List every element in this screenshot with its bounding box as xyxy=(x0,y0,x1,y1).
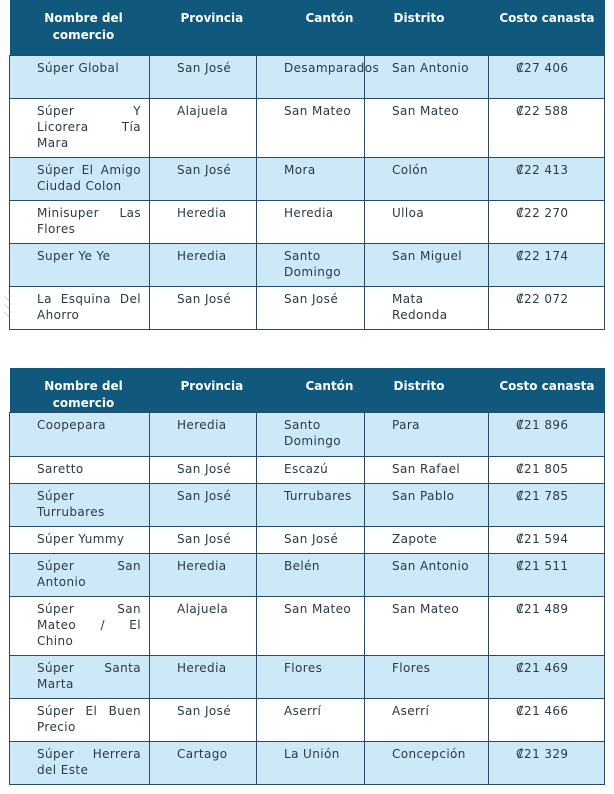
cell-name: Súper San Antonio xyxy=(10,554,150,597)
cell-district: Concepción xyxy=(365,742,489,785)
cell-cost: ₡21 469 xyxy=(489,656,605,699)
cell-district: San Antonio xyxy=(365,55,489,98)
cell-province: San José xyxy=(150,157,257,200)
table-header-row xyxy=(10,0,605,55)
cell-district: San Miguel xyxy=(365,243,489,286)
table-row xyxy=(10,243,605,286)
cell-name: Súper Herrera del Este xyxy=(10,742,150,785)
table-row xyxy=(10,98,605,157)
cell-province: San José xyxy=(150,484,257,527)
cell-canton: Mora xyxy=(257,157,365,200)
cell-cost: ₡21 489 xyxy=(489,597,605,656)
table-row xyxy=(10,157,605,200)
table-row xyxy=(10,554,605,597)
cell-province: Heredia xyxy=(150,200,257,243)
cell-canton: Santo Domingo xyxy=(257,413,365,457)
cell-cost: ₡21 329 xyxy=(489,742,605,785)
cell-name: Super Ye Ye xyxy=(10,243,150,286)
cell-name: Minisuper Las Flores xyxy=(10,200,150,243)
cell-name: Súper Turrubares xyxy=(10,484,150,527)
header-province: Provincia xyxy=(150,368,257,413)
cell-district: San Pablo xyxy=(365,484,489,527)
cell-cost: ₡22 413 xyxy=(489,157,605,200)
cell-district: Flores xyxy=(365,656,489,699)
cell-district: San Rafael xyxy=(365,457,489,484)
cell-district: Mata Redonda xyxy=(365,286,489,329)
cell-province: San José xyxy=(150,527,257,554)
table-row xyxy=(10,527,605,554)
table-row xyxy=(10,742,605,785)
table-header-row xyxy=(10,368,605,413)
cell-name: La Esquina Del Ahorro xyxy=(10,286,150,329)
cell-name: Súper Y Licorera Tía Mara xyxy=(10,98,150,157)
table-row xyxy=(10,699,605,742)
cell-canton: Belén xyxy=(257,554,365,597)
cell-canton: Escazú xyxy=(257,457,365,484)
table-row xyxy=(10,484,605,527)
cell-district: Ulloa xyxy=(365,200,489,243)
cell-canton: Aserrí xyxy=(257,699,365,742)
cell-cost: ₡22 588 xyxy=(489,98,605,157)
cell-district: San Mateo xyxy=(365,98,489,157)
cell-district: San Mateo xyxy=(365,597,489,656)
cell-canton: Flores xyxy=(257,656,365,699)
cell-province: Heredia xyxy=(150,243,257,286)
cell-cost: ₡21 785 xyxy=(489,484,605,527)
cell-canton: Heredia xyxy=(257,200,365,243)
header-name: Nombre del comercio xyxy=(10,0,150,55)
cell-cost: ₡22 072 xyxy=(489,286,605,329)
header-district: Distrito xyxy=(365,0,489,55)
cell-cost: ₡21 511 xyxy=(489,554,605,597)
table-row xyxy=(10,200,605,243)
table-row xyxy=(10,656,605,699)
cell-province: San José xyxy=(150,55,257,98)
cell-canton: Desamparados xyxy=(257,55,365,98)
cell-canton: San José xyxy=(257,527,365,554)
cell-district: Para xyxy=(365,413,489,457)
cell-name: Coopepara xyxy=(10,413,150,457)
header-province: Provincia xyxy=(150,0,257,55)
cell-cost: ₡21 805 xyxy=(489,457,605,484)
cell-cost: ₡21 466 xyxy=(489,699,605,742)
cell-province: San José xyxy=(150,457,257,484)
cell-district: Zapote xyxy=(365,527,489,554)
header-canton: Cantón xyxy=(257,0,365,55)
cell-district: Colón xyxy=(365,157,489,200)
cell-canton: San José xyxy=(257,286,365,329)
header-cost: Costo canasta xyxy=(489,0,605,55)
cell-name: Súper Santa Marta xyxy=(10,656,150,699)
cell-province: Heredia xyxy=(150,413,257,457)
cell-cost: ₡21 594 xyxy=(489,527,605,554)
header-canton: Cantón xyxy=(257,368,365,413)
table-row xyxy=(10,286,605,329)
supermarket-table-1 xyxy=(9,0,605,330)
table-row xyxy=(10,55,605,98)
cell-cost: ₡22 174 xyxy=(489,243,605,286)
header-name: Nombre del comercio xyxy=(10,368,150,413)
cell-district: San Antonio xyxy=(365,554,489,597)
cell-province: Alajuela xyxy=(150,597,257,656)
cell-cost: ₡22 270 xyxy=(489,200,605,243)
table-row xyxy=(10,597,605,656)
cell-canton: San Mateo xyxy=(257,597,365,656)
cell-province: Alajuela xyxy=(150,98,257,157)
cell-province: San José xyxy=(150,699,257,742)
cell-canton: La Unión xyxy=(257,742,365,785)
cell-province: San José xyxy=(150,286,257,329)
cell-name: Súper San Mateo / El Chino xyxy=(10,597,150,656)
cell-name: Súper Yummy xyxy=(10,527,150,554)
cell-province: Cartago xyxy=(150,742,257,785)
cell-district: Aserrí xyxy=(365,699,489,742)
cell-canton: Santo Domingo xyxy=(257,243,365,286)
header-district: Distrito xyxy=(365,368,489,413)
header-cost: Costo canasta xyxy=(489,368,605,413)
cell-name: Súper Global xyxy=(10,55,150,98)
cell-name: Súper El Buen Precio xyxy=(10,699,150,742)
cell-canton: Turrubares xyxy=(257,484,365,527)
supermarket-table-2 xyxy=(9,368,605,785)
cell-province: Heredia xyxy=(150,656,257,699)
table-row xyxy=(10,413,605,457)
cell-province: Heredia xyxy=(150,554,257,597)
cell-name: Saretto xyxy=(10,457,150,484)
cell-cost: ₡27 406 xyxy=(489,55,605,98)
table-row xyxy=(10,457,605,484)
cell-canton: San Mateo xyxy=(257,98,365,157)
cell-cost: ₡21 896 xyxy=(489,413,605,457)
cell-name: Súper El Amigo Ciudad Colon xyxy=(10,157,150,200)
